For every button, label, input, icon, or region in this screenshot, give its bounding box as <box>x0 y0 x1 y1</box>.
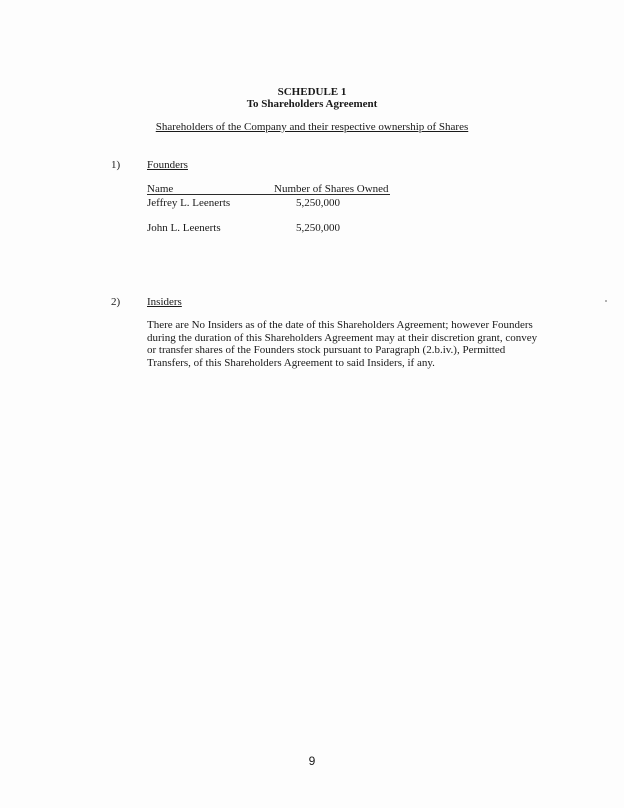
section-number-insiders: 2) <box>111 296 121 308</box>
header-rule <box>147 194 390 195</box>
paragraph-line: There are No Insiders as of the date of this Shareholders Agreement; however Founders <box>147 319 533 331</box>
paragraph-line: or transfer shares of the Founders stock pursuant to Paragraph (2.b.iv.), Permitted <box>147 344 506 356</box>
founder-shares: 5,250,000 <box>296 197 340 209</box>
column-header-shares: Number of Shares Owned <box>274 183 389 195</box>
paragraph-line: Transfers, of this Shareholders Agreement to said Insiders, if any. <box>147 356 435 369</box>
paragraph-line: during the duration of this Shareholders Agreement may at their discretion grant, convey <box>147 331 538 344</box>
column-header-name: Name <box>147 183 174 195</box>
section-heading-insiders: Insiders <box>147 296 182 308</box>
founder-name: John L. Leenerts <box>147 222 221 234</box>
schedule-title: SCHEDULE 1 <box>277 86 347 98</box>
schedule-subtitle: To Shareholders Agreement <box>246 98 378 110</box>
insiders-paragraph <box>147 319 567 369</box>
founder-name: Jeffrey L. Leenerts <box>147 197 231 209</box>
schedule-description: Shareholders of the Company and their respective ownership of Shares <box>155 121 469 133</box>
section-number-founders: 1) <box>111 159 121 171</box>
founder-shares: 5,250,000 <box>296 222 340 234</box>
page-number: 9 <box>308 754 316 768</box>
section-heading-founders: Founders <box>147 159 188 171</box>
scan-speck <box>605 300 607 302</box>
